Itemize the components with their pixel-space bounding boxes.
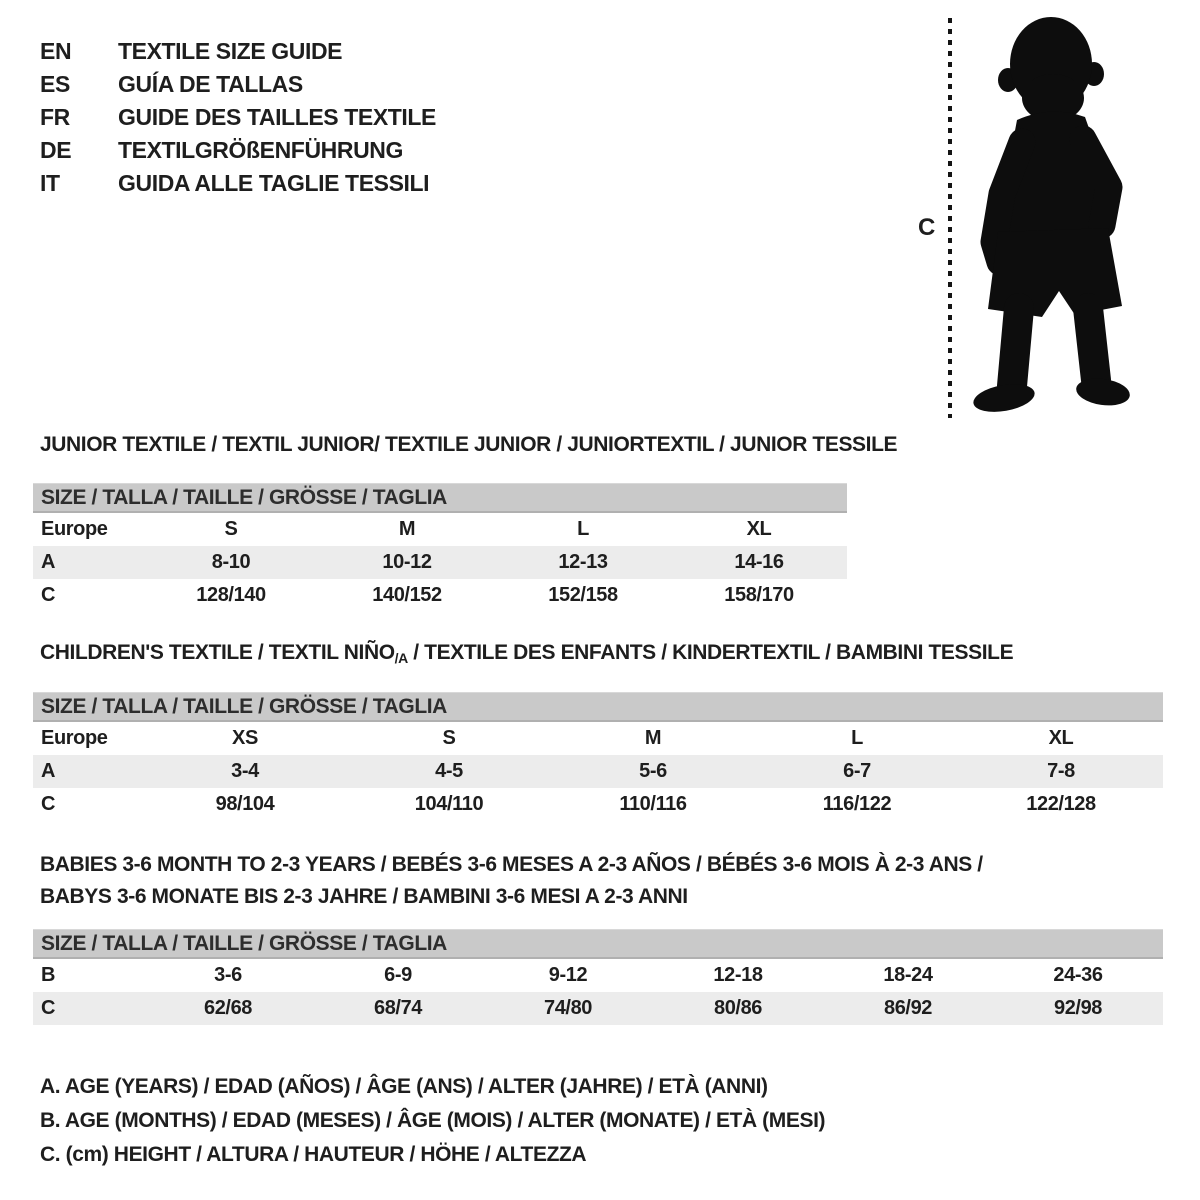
language-title-list xyxy=(40,35,436,200)
table-cell: 9-12 xyxy=(548,964,588,986)
children-heading-prefix: CHILDREN'S TEXTILE / TEXTIL NIÑO xyxy=(40,641,395,664)
table-row-height xyxy=(33,788,1163,821)
toddler-silhouette-icon xyxy=(962,8,1142,418)
table-cell: 24-36 xyxy=(1053,964,1103,986)
row-label: A xyxy=(41,551,56,573)
table-cell: 74/80 xyxy=(543,997,593,1019)
table-cell: 152/158 xyxy=(548,584,618,606)
table-cell: 3-6 xyxy=(214,964,242,986)
table-row-age xyxy=(33,546,847,579)
table-cell: 116/122 xyxy=(822,793,892,815)
language-code: EN xyxy=(40,38,72,64)
children-size-table xyxy=(33,692,1163,821)
children-heading-sub: /A xyxy=(394,650,408,666)
table-cell: 4-5 xyxy=(435,760,463,782)
table-cell: S xyxy=(224,518,238,540)
language-label: GUIDE DES TAILLES TEXTILE xyxy=(118,104,436,130)
measurement-legend xyxy=(40,1070,825,1172)
language-row-it xyxy=(40,167,436,200)
row-label: Europe xyxy=(41,518,108,540)
table-cell: 62/68 xyxy=(203,997,253,1019)
table-row-height xyxy=(33,992,1163,1025)
table-cell: 92/98 xyxy=(1053,997,1103,1019)
table-cell: 6-7 xyxy=(843,760,871,782)
table-cell: L xyxy=(577,518,589,540)
table-cell: XL xyxy=(746,518,772,540)
table-cell: 122/128 xyxy=(1026,793,1096,815)
table-cell: 8-10 xyxy=(211,551,251,573)
row-label: B xyxy=(41,964,56,986)
table-cell: M xyxy=(644,727,662,749)
language-row-es xyxy=(40,68,436,101)
table-cell: 6-9 xyxy=(384,964,412,986)
babies-heading-line2: BABYS 3-6 MONATE BIS 2-3 JAHRE / BAMBINI 3-6 MESI A 2-3 ANNI xyxy=(40,885,688,908)
language-code: FR xyxy=(40,104,70,130)
language-row-en xyxy=(40,35,436,68)
table-row-months xyxy=(33,959,1163,992)
table-row-age xyxy=(33,755,1163,788)
table-cell: 104/110 xyxy=(414,793,484,815)
table-cell: 110/116 xyxy=(619,793,687,815)
language-code: IT xyxy=(40,170,60,196)
language-row-de xyxy=(40,134,436,167)
table-cell: 12-18 xyxy=(713,964,763,986)
table-row-europe xyxy=(33,513,847,546)
row-label: C xyxy=(41,584,56,606)
table-cell: 7-8 xyxy=(1047,760,1075,782)
language-label: TEXTILE SIZE GUIDE xyxy=(118,38,343,64)
row-label: Europe xyxy=(41,727,108,749)
table-cell: XL xyxy=(1048,727,1074,749)
table-cell: S xyxy=(442,727,456,749)
table-cell: XS xyxy=(232,727,258,749)
babies-size-header-bar: SIZE / TALLA / TAILLE / GRÖSSE / TAGLIA xyxy=(33,929,1163,959)
table-cell: 80/86 xyxy=(713,997,763,1019)
table-cell: 98/104 xyxy=(215,793,275,815)
table-cell: 12-13 xyxy=(558,551,608,573)
table-cell: 5-6 xyxy=(639,760,667,782)
babies-size-table xyxy=(33,929,1163,1025)
legend-line-c: C. (cm) HEIGHT / ALTURA / HAUTEUR / HÖHE / ALTEZZA xyxy=(40,1143,587,1166)
table-row-height xyxy=(33,579,847,612)
children-size-header-bar: SIZE / TALLA / TAILLE / GRÖSSE / TAGLIA xyxy=(33,692,1163,722)
junior-section-heading: JUNIOR TEXTILE / TEXTIL JUNIOR/ TEXTILE JUNIOR / JUNIORTEXTIL / JUNIOR TESSILE xyxy=(40,433,898,456)
table-cell: 86/92 xyxy=(883,997,933,1019)
table-cell: 3-4 xyxy=(231,760,259,782)
junior-size-table xyxy=(33,483,847,612)
language-label: TEXTILGRÖßENFÜHRUNG xyxy=(118,137,403,163)
language-label: GUIDA ALLE TAGLIE TESSILI xyxy=(118,170,430,196)
children-section-heading xyxy=(40,641,1013,666)
language-code: DE xyxy=(40,137,72,163)
row-label: A xyxy=(41,760,56,782)
table-cell: 158/170 xyxy=(724,584,794,606)
table-cell: L xyxy=(851,727,863,749)
language-row-fr xyxy=(40,101,436,134)
table-cell: 140/152 xyxy=(372,584,442,606)
table-row-europe xyxy=(33,722,1163,755)
children-heading-suffix: / TEXTILE DES ENFANTS / KINDERTEXTIL / BAMBINI TESSILE xyxy=(407,641,1014,664)
junior-size-header-bar: SIZE / TALLA / TAILLE / GRÖSSE / TAGLIA xyxy=(33,483,847,513)
table-cell: 68/74 xyxy=(373,997,423,1019)
table-cell: 128/140 xyxy=(196,584,266,606)
table-cell: 10-12 xyxy=(382,551,432,573)
table-cell: 18-24 xyxy=(883,964,933,986)
row-label: C xyxy=(41,997,56,1019)
language-label: GUÍA DE TALLAS xyxy=(118,71,303,97)
height-measure-label: C xyxy=(918,214,936,241)
height-measure-dotted-line xyxy=(948,18,952,418)
language-code: ES xyxy=(40,71,70,97)
babies-section-heading xyxy=(40,849,983,913)
legend-line-a: A. AGE (YEARS) / EDAD (AÑOS) / ÂGE (ANS) / ALTER (JAHRE) / ETÀ (ANNI) xyxy=(40,1075,768,1098)
table-cell: 14-16 xyxy=(734,551,784,573)
babies-heading-line1: BABIES 3-6 MONTH TO 2-3 YEARS / BEBÉS 3-6 MESES A 2-3 AÑOS / BÉBÉS 3-6 MOIS À 2-3 ANS / xyxy=(40,853,983,876)
table-cell: M xyxy=(398,518,416,540)
legend-line-b: B. AGE (MONTHS) / EDAD (MESES) / ÂGE (MOIS) / ALTER (MONATE) / ETÀ (MESI) xyxy=(40,1109,826,1132)
row-label: C xyxy=(41,793,56,815)
